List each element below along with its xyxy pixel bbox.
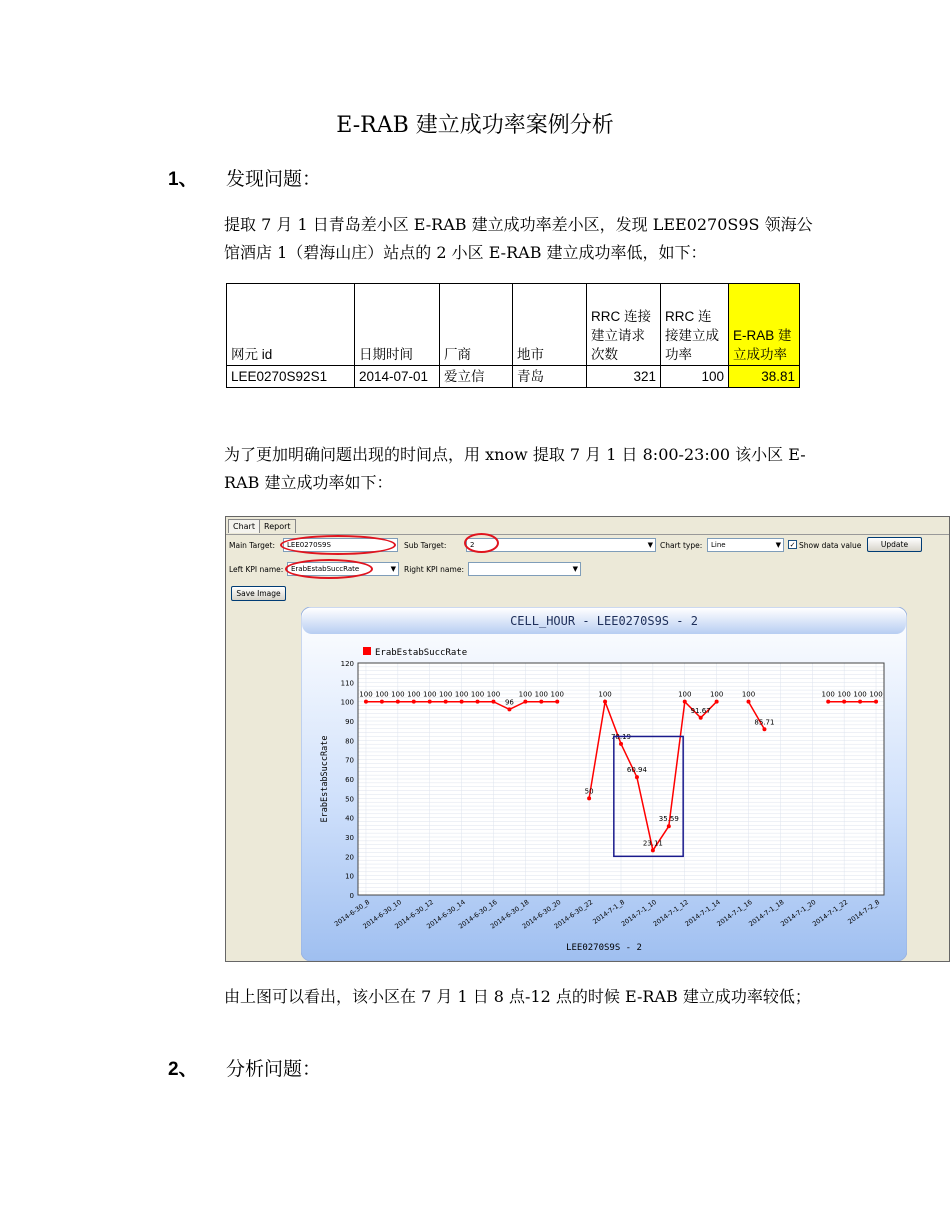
data-point	[699, 716, 703, 720]
x-tick-label: 2014-6-30_10	[361, 898, 403, 931]
data-point	[587, 796, 591, 800]
x-tick-label: 2014-6-30_16	[457, 898, 499, 931]
y-tick-label: 110	[340, 679, 354, 688]
x-tick-label: 2014-7-1_20	[779, 898, 818, 929]
data-point	[396, 700, 400, 704]
x-axis-label: LEE0270S9S - 2	[566, 943, 642, 953]
paragraph-1: 提取 7 月 1 日青岛差小区 E-RAB 建立成功率差小区，发现 LEE0270S9S 领海公馆酒店 1（碧海山庄）站点的 2 小区 E-RAB 建立成功率低，如下：	[224, 215, 813, 262]
data-point	[555, 700, 559, 704]
x-tick-label: 2014-7-1_22	[811, 898, 850, 929]
header-cell-highlight: E-RAB 建立成功率	[729, 284, 800, 366]
data-label: 100	[391, 690, 405, 699]
data-label: 100	[678, 690, 692, 699]
sub-target-value: 2	[470, 541, 475, 549]
header-cell: RRC 连接建立成功率	[661, 284, 729, 366]
table-cell: LEE0270S92S1	[227, 366, 355, 388]
chart-type-select[interactable]	[707, 538, 784, 552]
table-cell-highlight: 38.81	[729, 366, 800, 388]
data-label: 100	[407, 690, 421, 699]
data-point	[635, 775, 639, 779]
table-row	[227, 366, 800, 388]
data-label: 100	[518, 690, 533, 699]
paragraph-2: 为了更加明确问题出现的时间点，用 xnow 提取 7 月 1 日 8:00-23:00 该小区 E-RAB 建立成功率如下：	[224, 445, 806, 492]
x-tick-label: 2014-7-1_16	[715, 898, 754, 929]
data-label: 100	[438, 690, 453, 699]
section-1-text: 发现问题：	[226, 168, 322, 190]
section-2-text: 分析问题：	[226, 1058, 322, 1080]
data-point	[747, 700, 751, 704]
data-label: 100	[550, 690, 564, 699]
x-tick-label: 2014-7-1_12	[651, 898, 690, 929]
x-tick-label: 2014-6-30_20	[520, 898, 563, 931]
header-cell: 网元 id	[227, 284, 355, 366]
data-label: 23.11	[642, 839, 663, 848]
data-label: 100	[359, 690, 373, 699]
y-tick-label: 50	[345, 795, 354, 804]
table-cell: 青岛	[513, 366, 587, 388]
data-label: 60.94	[626, 766, 647, 775]
header-cell: RRC 连接建立请求次数	[587, 284, 661, 366]
data-point	[476, 700, 480, 704]
data-point	[683, 700, 687, 704]
left-kpi-value: ErabEstabSuccRate	[291, 565, 360, 573]
data-point	[428, 700, 432, 704]
table-cell: 2014-07-01	[355, 366, 440, 388]
x-tick-label: 2014-6-30_22	[552, 898, 595, 931]
header-cell: 日期时间	[355, 284, 440, 366]
annotation-ellipse	[280, 535, 396, 555]
sub-target-label: Sub Target:	[404, 541, 447, 550]
y-tick-label: 20	[345, 853, 354, 862]
data-label: 100	[853, 690, 867, 699]
main-target-value: LEE0270S9S	[287, 541, 331, 549]
data-label: 100	[598, 690, 612, 699]
data-label: 100	[837, 690, 851, 699]
legend-label: ErabEstabSuccRate	[375, 648, 468, 658]
x-tick-label: 2014-6-30_12	[393, 898, 435, 931]
paragraph-3: 由上图可以看出，该小区在 7 月 1 日 8 点-12 点的时候 E-RAB 建立成功率较低；	[224, 987, 811, 1006]
document-title: E-RAB 建立成功率案例分析	[336, 113, 614, 138]
data-label: 100	[486, 690, 501, 699]
tab-report[interactable]: Report	[259, 519, 296, 533]
y-tick-label: 40	[345, 814, 354, 823]
kpi-chart-app	[225, 516, 950, 962]
y-tick-label: 10	[345, 872, 354, 881]
chevron-down-icon: ▼	[647, 541, 653, 549]
data-point	[460, 700, 464, 704]
data-point	[444, 700, 448, 704]
y-tick-label: 30	[345, 834, 354, 842]
x-tick-label: 2014-7-1_18	[747, 898, 786, 929]
chart-title: CELL_HOUR - LEE0270S9S - 2	[510, 614, 698, 628]
legend-swatch	[363, 647, 371, 655]
line-chart	[301, 607, 907, 961]
data-label: 100	[709, 690, 724, 699]
show-data-checkbox[interactable]: ✓	[789, 541, 796, 549]
y-tick-label: 80	[345, 737, 354, 746]
y-tick-label: 60	[345, 776, 354, 784]
data-point	[412, 700, 416, 704]
section-1-number: 1、	[168, 169, 198, 190]
y-tick-label: 100	[340, 698, 354, 707]
x-tick-label: 2014-7-1_10	[619, 898, 659, 929]
data-label: 100	[454, 690, 469, 699]
y-tick-label: 70	[345, 756, 354, 765]
chevron-down-icon: ▼	[572, 565, 578, 573]
x-tick-label: 2014-7-1_14	[683, 898, 722, 929]
x-tick-label: 2014-7-1_8	[591, 898, 627, 926]
grid	[358, 663, 884, 895]
data-point	[826, 700, 830, 704]
data-label: 91.67	[690, 706, 711, 715]
data-point	[667, 824, 671, 828]
annotation-ellipse	[285, 559, 373, 579]
x-tick-label: 2014-6-30_14	[425, 898, 467, 931]
data-label: 100	[423, 690, 437, 699]
data-label: 100	[534, 690, 548, 699]
table-cell: 爱立信	[440, 366, 513, 388]
data-label: 96	[504, 698, 514, 707]
data-label: 100	[470, 690, 485, 699]
x-tick-label: 2014-6-30_18	[488, 898, 531, 931]
data-point	[603, 700, 607, 704]
y-tick-label: 90	[345, 718, 354, 726]
data-point	[380, 700, 384, 704]
data-point	[858, 700, 862, 704]
data-point	[523, 700, 527, 704]
data-point	[539, 700, 543, 704]
x-tick-label: 2014-7-2_8	[846, 898, 882, 926]
data-label: 100	[869, 690, 883, 699]
main-target-label: Main Target:	[229, 541, 276, 550]
table-header-row	[227, 284, 800, 366]
section-2-heading	[168, 1054, 321, 1081]
data-label: 50	[584, 787, 594, 796]
data-label: 35.59	[658, 815, 679, 824]
header-cell: 地市	[513, 284, 587, 366]
data-point	[874, 700, 878, 704]
right-kpi-select[interactable]	[468, 562, 581, 576]
data-point	[364, 700, 368, 704]
data-label: 78.19	[610, 732, 632, 741]
tab-chart[interactable]: Chart	[228, 519, 260, 533]
chart-type-value: Line	[711, 541, 726, 549]
data-point	[842, 700, 846, 704]
chart-type-label: Chart type:	[660, 541, 703, 550]
left-kpi-label: Left KPI name:	[229, 565, 284, 574]
update-button[interactable]: Update	[867, 537, 922, 552]
header-cell: 厂商	[440, 284, 513, 366]
data-label: 100	[821, 690, 835, 699]
annotation-ellipse	[464, 533, 499, 553]
section-1-heading	[168, 164, 321, 191]
save-image-button[interactable]: Save Image	[231, 586, 286, 601]
data-label: 100	[375, 690, 389, 699]
data-label: 100	[741, 690, 756, 699]
right-kpi-label: Right KPI name:	[404, 565, 464, 574]
data-point	[507, 707, 511, 711]
y-axis-label: ErabEstabSuccRate	[320, 735, 330, 823]
data-point	[491, 700, 495, 704]
data-point	[762, 727, 766, 731]
kpi-table	[226, 283, 800, 388]
x-tick-label: 2014-6-30_8	[332, 898, 372, 929]
y-tick-label: 120	[340, 660, 354, 668]
table-cell: 321	[587, 366, 661, 388]
data-point	[651, 848, 655, 852]
section-2-number: 2、	[168, 1059, 198, 1080]
chevron-down-icon: ▼	[390, 565, 396, 573]
y-tick-label: 0	[349, 892, 354, 900]
data-label: 85.71	[754, 718, 775, 727]
table-cell: 100	[661, 366, 729, 388]
show-data-label: Show data value	[799, 541, 862, 550]
chevron-down-icon: ▼	[775, 541, 781, 549]
data-point	[715, 700, 719, 704]
data-point	[619, 742, 623, 746]
